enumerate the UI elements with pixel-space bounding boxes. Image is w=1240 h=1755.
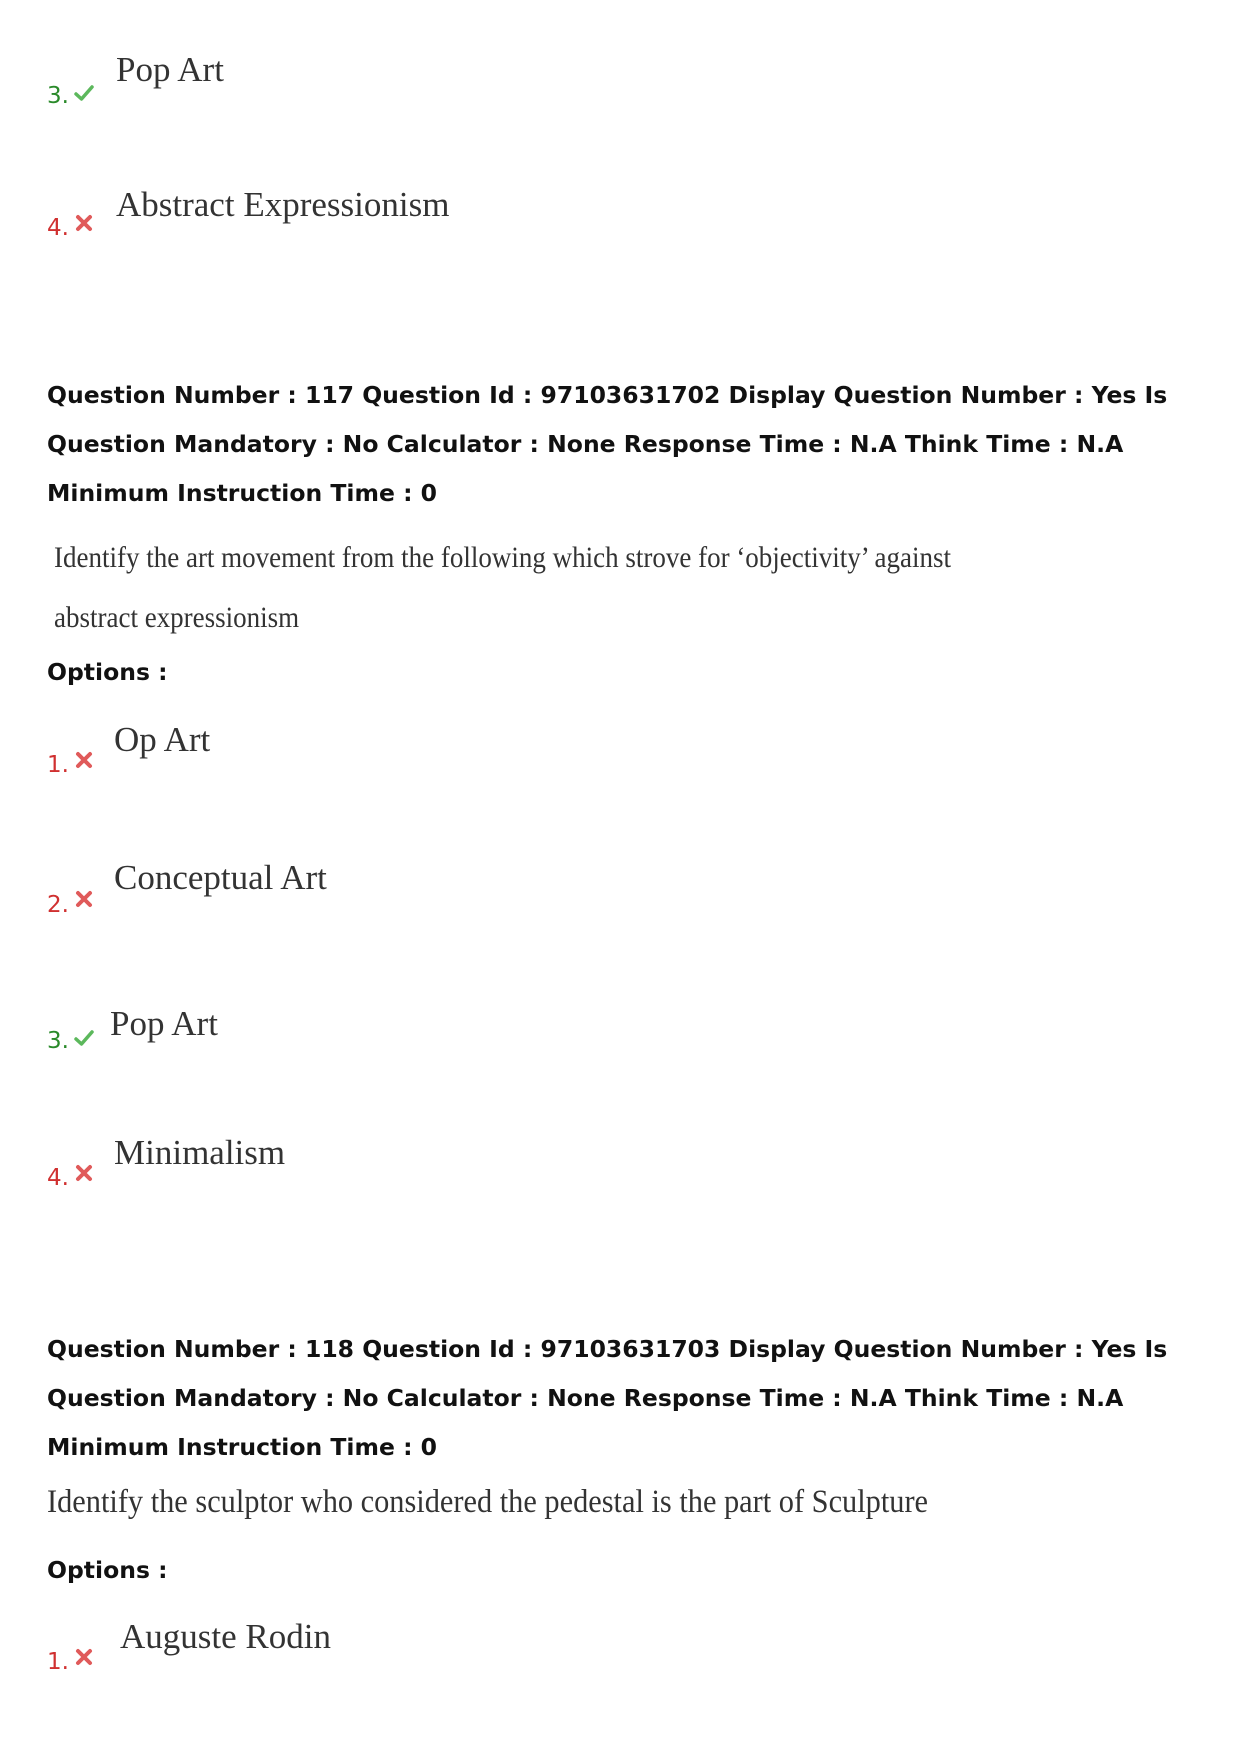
option-number: 3. xyxy=(47,83,69,109)
cross-icon xyxy=(74,750,94,770)
option-text: Auguste Rodin xyxy=(120,1617,331,1656)
option-text: Minimalism xyxy=(114,1133,286,1172)
check-icon xyxy=(74,1028,94,1048)
options-label: Options : xyxy=(47,658,168,686)
options-label: Options : xyxy=(47,1556,168,1584)
option-number: 1. xyxy=(47,1649,69,1675)
option-text: Pop Art xyxy=(110,1004,218,1043)
option-number: 2. xyxy=(47,892,69,918)
option-text: Pop Art xyxy=(116,50,224,89)
option-text: Op Art xyxy=(114,720,211,759)
option-number: 3. xyxy=(47,1028,69,1054)
option-number: 4. xyxy=(47,215,69,241)
question-meta: Question Number : 117 Question Id : 97103631702 Display Question Number : Yes Is Question Mandatory : No Calculator : None Response Time : N.A Think Time : N.A Minimum Instruction Time : 0 xyxy=(47,381,1168,507)
option-number: 4. xyxy=(47,1165,69,1191)
question-meta: Question Number : 118 Question Id : 97103631703 Display Question Number : Yes Is Question Mandatory : No Calculator : None Response Time : N.A Think Time : N.A Minimum Instruction Time : 0 xyxy=(47,1335,1168,1461)
option-text: Abstract Expressionism xyxy=(116,185,450,224)
question-text: Identify the sculptor who considered the pedestal is the part of Sculpture xyxy=(47,1484,929,1520)
option-number: 1. xyxy=(47,752,69,778)
cross-icon xyxy=(74,889,94,909)
cross-icon xyxy=(74,1163,94,1183)
cross-icon xyxy=(74,1647,94,1667)
cross-icon xyxy=(74,213,94,233)
question-text: Identify the art movement from the following which strove for ‘objectivity’ against abstract expressionism xyxy=(54,541,952,634)
check-icon xyxy=(74,83,94,103)
option-text: Conceptual Art xyxy=(114,858,327,897)
